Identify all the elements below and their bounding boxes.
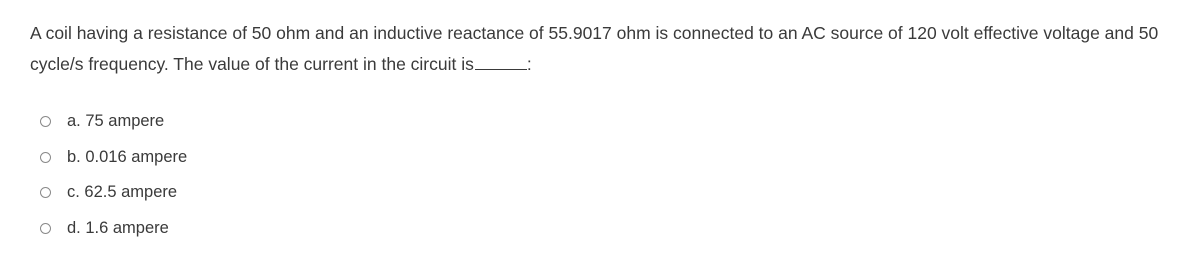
question-text — [30, 18, 1190, 80]
radio-button-b[interactable] — [40, 152, 51, 163]
option-b-label: b. 0.016 ampere — [67, 147, 188, 166]
option-a-label: a. 75 ampere — [67, 112, 165, 131]
option-d-label: d. 1.6 ampere — [67, 218, 169, 237]
question-suffix: : — [526, 54, 532, 74]
question-body: A coil having a resistance of 50 ohm and an inductive reactance of 55.9017 ohm is connected to an AC source of 120 volt effective voltage and 50 cycle/s frequency. The value of the current in the circuit is — [30, 23, 1159, 74]
radio-button-d[interactable] — [40, 223, 51, 234]
option-c-label: c. 62.5 ampere — [67, 183, 178, 202]
answer-options — [40, 104, 187, 246]
radio-button-c[interactable] — [40, 187, 51, 198]
option-c[interactable] — [40, 175, 187, 211]
option-d[interactable] — [40, 211, 187, 247]
radio-button-a[interactable] — [40, 116, 51, 127]
option-a[interactable] — [40, 104, 187, 140]
option-b[interactable] — [40, 140, 187, 176]
answer-blank — [475, 68, 527, 70]
